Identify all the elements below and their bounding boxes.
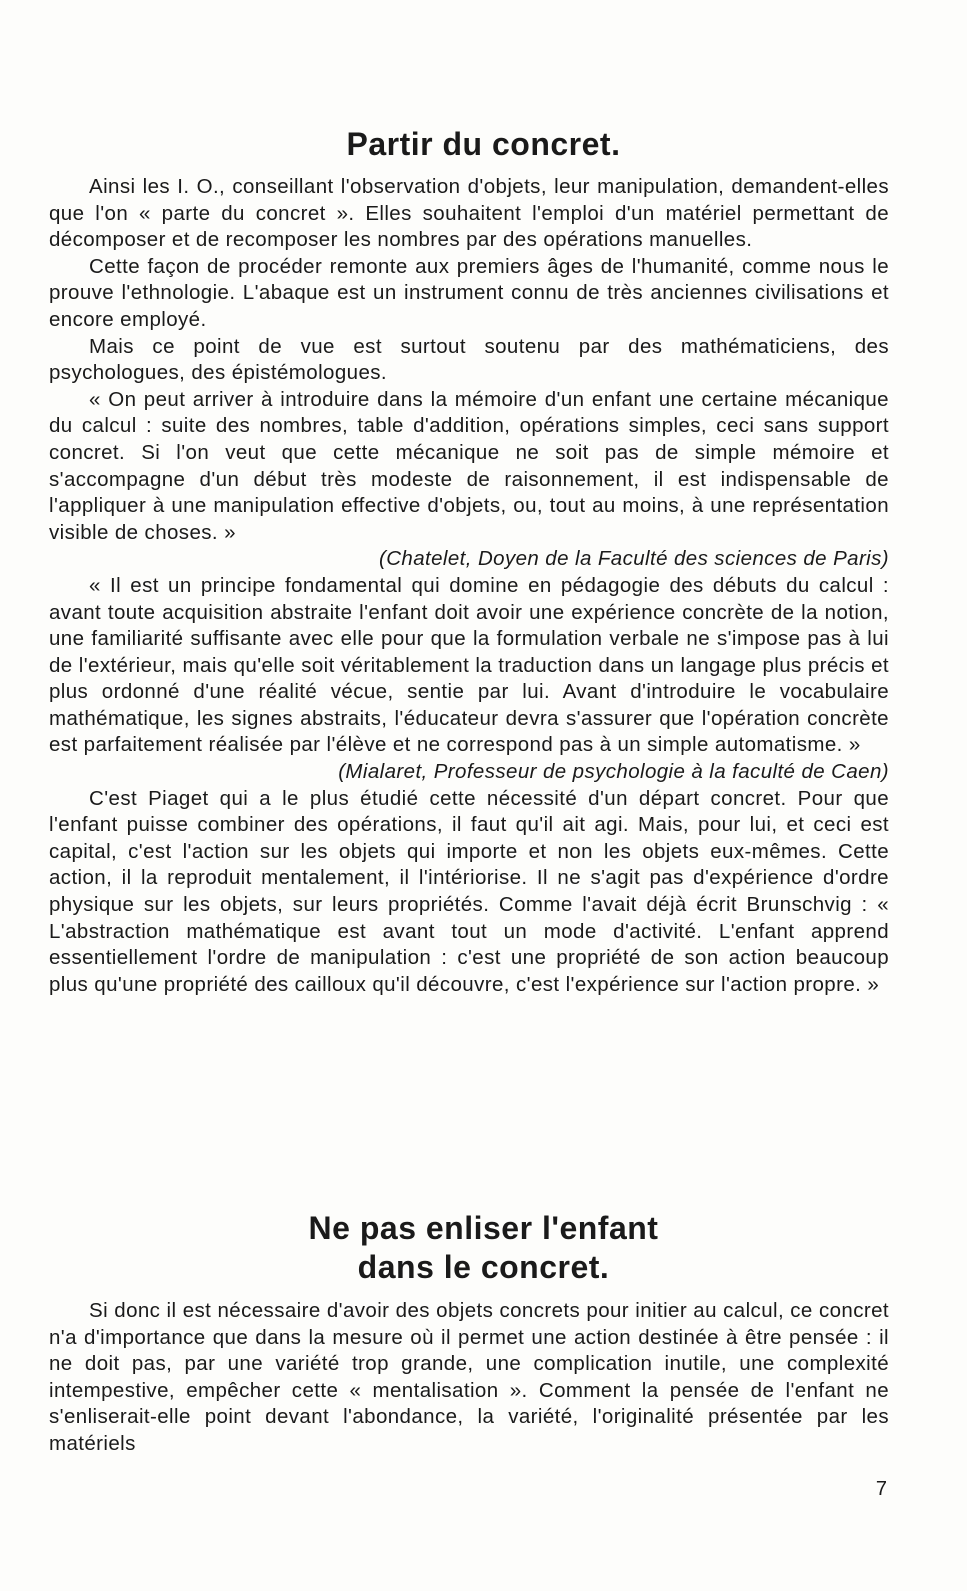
section-title-line: dans le concret. xyxy=(357,1248,610,1285)
section-title-partir-du-concret: Partir du concret. xyxy=(346,126,621,163)
paragraph-piaget: C'est Piaget qui a le plus étudié cette nécessité d'un départ concret. Pour que l'enfant puisse combiner des opérations, il faut qu'il ait agi. Mais, pour lui, et ceci est capital, c'est l'action sur les objets qui importe et non les objets eux-mêmes. Cette action, il la reproduit mentalement, il l'intériorise. Il ne s'agit pas d'expérience d'ordre physique sur les objets, sur leurs propriétés. Comme l'avait déjà écrit Brunschvig : « L'abstraction mathématique est avant tout un mode d'activité. L'enfant apprend essentiellement l'ordre de manipulation : c'est une propriété de son action beaucoup plus qu'une propriété des cailloux qu'il découvre, c'est l'expérience sur l'action propre. » xyxy=(49,786,889,996)
paragraph: Mais ce point de vue est surtout soutenu par des mathématiciens, des psychologues, des épistémologues. xyxy=(49,334,889,385)
quote-chatelet: « On peut arriver à introduire dans la mémoire d'un enfant une certaine mécanique du calcul : suite des nombres, table d'addition, opérations simples, ceci sans support concret. Si l'on veut que cette mécanique ne soit pas de simple mémoire et s'accompagne d'un début très modeste de raisonnement, il est indispensable de l'appliquer à une manipulation effective d'objets, ou, tout au moins, à une représentation visible de choses. » xyxy=(49,387,889,544)
paragraph: Ainsi les I. O., conseillant l'observation d'objets, leur manipulation, demandent-elles que l'on « parte du concret ». Elles souhaitent l'emploi d'un matériel permettant de décomposer et de recomposer les nombres par des opérations manuelles. xyxy=(49,175,889,252)
quote-mialaret: « Il est un principe fondamental qui domine en pédagogie des débuts du calcul : avant toute acquisition abstraite l'enfant doit avoir une expérience concrète de la notion, une familiarité suffisante avec elle pour que la formulation verbale ne s'impose pas à lui de l'extérieur, mais qu'elle soit véritablement la traduction dans un langage plus précis et plus ordonné d'une réalité vécue, sentie par lui. Avant d'introduire le vocabulaire mathématique, les signes abstraits, l'éducateur devra s'assurer que l'opération concrète est parfaitement réalisée par l'élève et ne correspond pas à un simple automatisme. » xyxy=(49,573,889,757)
section-body-partir-du-concret xyxy=(49,174,889,998)
paragraph: Cette façon de procéder remonte aux premiers âges de l'humanité, comme nous le prouve l'ethnologie. L'abaque est un instrument connu de très anciennes civilisations et encore employé. xyxy=(49,254,889,331)
page-number: 7 xyxy=(875,1478,887,1500)
section-body-ne-pas-enliser xyxy=(49,1298,889,1458)
paragraph: Si donc il est nécessaire d'avoir des objets concrets pour initier au calcul, ce concret n'a d'importance que dans la mesure où il permet une action destinée à être pensée : il ne doit pas, par une variété trop grande, une complication inutile, une complexité intempestive, empêcher cette « mentalisation ». Comment la pensée de l'enfant ne s'enliserait-elle point devant l'abondance, la variété, l'originalité présentée par les matériels xyxy=(49,1299,889,1455)
citation-mialaret: (Mialaret, Professeur de psychologie à la faculté de Caen) xyxy=(338,760,889,784)
citation-chatelet: (Chatelet, Doyen de la Faculté des sciences de Paris) xyxy=(378,547,889,571)
section-title-ne-pas-enliser xyxy=(0,1209,967,1286)
section-title-line: Ne pas enliser l'enfant xyxy=(308,1210,659,1247)
